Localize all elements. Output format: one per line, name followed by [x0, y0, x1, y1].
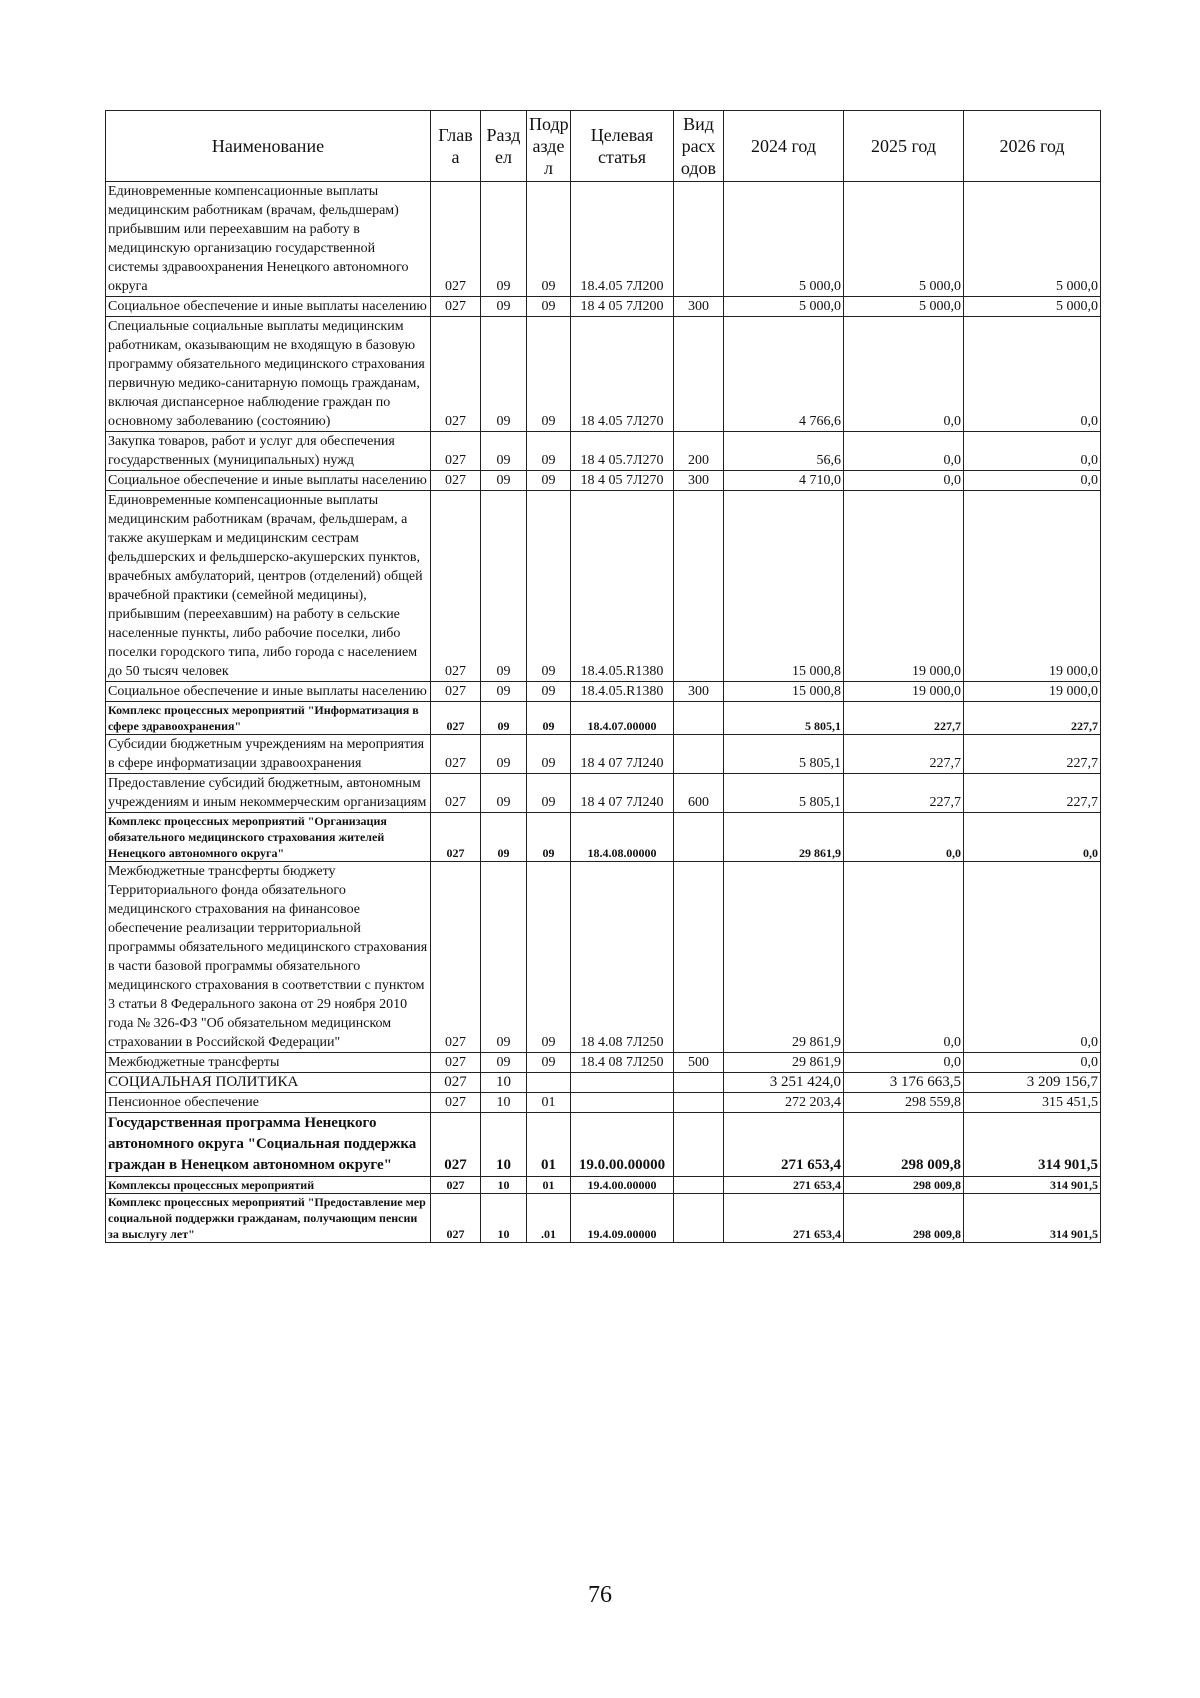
row-amount-2024: 5 805,1: [724, 774, 844, 813]
row-razdel: 09: [481, 813, 527, 862]
row-amount-2026: 5 000,0: [964, 297, 1101, 317]
row-name: Комплекс процессных мероприятий "Организация обязательного медицинского страхования жителей Ненецкого автономного округа": [106, 813, 431, 862]
row-amount-2024: 4 710,0: [724, 471, 844, 491]
table-row: [106, 702, 1101, 735]
row-amount-2025: 19 000,0: [844, 491, 964, 682]
header-2026: 2026 год: [964, 111, 1101, 182]
row-name: Субсидии бюджетным учреждениям на мероприятия в сфере информатизации здравоохранения: [106, 735, 431, 774]
row-target-article: 18.4 08 7Л250: [571, 1053, 674, 1073]
row-glava: 027: [431, 862, 481, 1053]
row-amount-2024: 29 861,9: [724, 862, 844, 1053]
row-amount-2025: 0,0: [844, 1053, 964, 1073]
row-amount-2024: 5 000,0: [724, 297, 844, 317]
row-podrazdel: 09: [527, 702, 571, 735]
row-amount-2025: 0,0: [844, 813, 964, 862]
row-expense-type: [674, 1113, 724, 1177]
row-glava: 027: [431, 491, 481, 682]
row-podrazdel: 09: [527, 813, 571, 862]
row-glava: 027: [431, 317, 481, 432]
row-razdel: 09: [481, 702, 527, 735]
table-row: [106, 1053, 1101, 1073]
row-podrazdel: 09: [527, 1053, 571, 1073]
row-amount-2026: 315 451,5: [964, 1093, 1101, 1113]
header-target-article: Целевая статья: [571, 111, 674, 182]
header-glava: Глав а: [431, 111, 481, 182]
row-podrazdel: 09: [527, 735, 571, 774]
row-podrazdel: 01: [527, 1113, 571, 1177]
header-row: [106, 111, 1101, 182]
row-amount-2026: 314 901,5: [964, 1177, 1101, 1194]
row-podrazdel: 09: [527, 432, 571, 471]
row-podrazdel: 09: [527, 491, 571, 682]
row-razdel: 10: [481, 1073, 527, 1093]
row-amount-2025: 0,0: [844, 317, 964, 432]
row-amount-2025: 3 176 663,5: [844, 1073, 964, 1093]
table-row: [106, 297, 1101, 317]
row-amount-2026: 19 000,0: [964, 682, 1101, 702]
row-target-article: 18.4.05.R1380: [571, 491, 674, 682]
row-podrazdel: 09: [527, 317, 571, 432]
row-expense-type: [674, 182, 724, 297]
table-row: [106, 735, 1101, 774]
row-name: Единовременные компенсационные выплаты медицинским работникам (врачам, фельдшерам) прибывшим или переехавшим на работу в медицинскую организацию государственной системы здравоохранения Ненецкого автономного округа: [106, 182, 431, 297]
row-glava: 027: [431, 682, 481, 702]
row-podrazdel: 09: [527, 297, 571, 317]
table-body: [106, 182, 1101, 1243]
row-expense-type: 600: [674, 774, 724, 813]
row-target-article: [571, 1073, 674, 1093]
row-amount-2024: 271 653,4: [724, 1113, 844, 1177]
row-name: Пенсионное обеспечение: [106, 1093, 431, 1113]
row-podrazdel: 09: [527, 862, 571, 1053]
row-expense-type: [674, 813, 724, 862]
row-target-article: [571, 1093, 674, 1113]
row-amount-2026: 314 901,5: [964, 1113, 1101, 1177]
row-amount-2025: 298 559,8: [844, 1093, 964, 1113]
row-amount-2026: 227,7: [964, 735, 1101, 774]
row-name: Межбюджетные трансферты бюджету Территориального фонда обязательного медицинского страхования на финансовое обеспечение реализации территориальной программы обязательного медицинского страхования в части базовой программы обязательного медицинского страхования в соответствии с пунктом 3 статьи 8 Федерального закона от 29 ноября 2010 года № 326-ФЗ "Об обязательном медицинском страховании в Российской Федерации": [106, 862, 431, 1053]
row-amount-2026: 0,0: [964, 813, 1101, 862]
row-amount-2024: 15 000,8: [724, 491, 844, 682]
row-amount-2025: 0,0: [844, 862, 964, 1053]
row-glava: 027: [431, 735, 481, 774]
header-name: Наименование: [106, 111, 431, 182]
row-expense-type: [674, 317, 724, 432]
table-row: [106, 1177, 1101, 1194]
row-amount-2024: 29 861,9: [724, 1053, 844, 1073]
row-amount-2024: 5 805,1: [724, 702, 844, 735]
row-amount-2026: 3 209 156,7: [964, 1073, 1101, 1093]
row-expense-type: [674, 1093, 724, 1113]
row-glava: 027: [431, 1113, 481, 1177]
row-expense-type: 300: [674, 471, 724, 491]
row-razdel: 09: [481, 682, 527, 702]
row-target-article: 18.4.05.R1380: [571, 682, 674, 702]
row-amount-2025: 298 009,8: [844, 1113, 964, 1177]
row-razdel: 09: [481, 491, 527, 682]
row-amount-2026: 0,0: [964, 471, 1101, 491]
row-podrazdel: .01: [527, 1194, 571, 1243]
row-name: Закупка товаров, работ и услуг для обеспечения государственных (муниципальных) нужд: [106, 432, 431, 471]
row-amount-2026: 19 000,0: [964, 491, 1101, 682]
table-row: [106, 182, 1101, 297]
row-expense-type: [674, 735, 724, 774]
row-expense-type: [674, 702, 724, 735]
row-target-article: 18 4 05 7Л270: [571, 471, 674, 491]
table-row: [106, 774, 1101, 813]
row-target-article: 18 4 07 7Л240: [571, 774, 674, 813]
row-expense-type: [674, 1073, 724, 1093]
table-row: [106, 1194, 1101, 1243]
row-glava: 027: [431, 182, 481, 297]
row-amount-2024: 271 653,4: [724, 1194, 844, 1243]
row-name: Комплекс процессных мероприятий "Предоставление мер социальной поддержки гражданам, получающим пенсии за выслугу лет": [106, 1194, 431, 1243]
row-name: Социальное обеспечение и иные выплаты населению: [106, 297, 431, 317]
row-razdel: 09: [481, 317, 527, 432]
row-razdel: 09: [481, 862, 527, 1053]
header-razdel: Разд ел: [481, 111, 527, 182]
row-razdel: 10: [481, 1194, 527, 1243]
row-podrazdel: 01: [527, 1093, 571, 1113]
row-amount-2025: 5 000,0: [844, 182, 964, 297]
row-amount-2024: 3 251 424,0: [724, 1073, 844, 1093]
row-amount-2025: 227,7: [844, 735, 964, 774]
table-row: [106, 813, 1101, 862]
row-target-article: 19.4.00.00000: [571, 1177, 674, 1194]
row-amount-2024: 29 861,9: [724, 813, 844, 862]
row-glava: 027: [431, 1093, 481, 1113]
row-expense-type: [674, 1194, 724, 1243]
row-name: Специальные социальные выплаты медицинским работникам, оказывающим не входящую в базовую программу обязательного медицинского страхования первичную медико-санитарную помощь гражданам, включая диспансерное наблюдение граждан по основному заболеванию (состоянию): [106, 317, 431, 432]
row-podrazdel: 01: [527, 1177, 571, 1194]
row-amount-2024: 4 766,6: [724, 317, 844, 432]
row-razdel: 10: [481, 1177, 527, 1194]
row-expense-type: 300: [674, 297, 724, 317]
row-expense-type: [674, 862, 724, 1053]
row-razdel: 09: [481, 182, 527, 297]
table-row: [106, 317, 1101, 432]
row-amount-2024: 271 653,4: [724, 1177, 844, 1194]
row-expense-type: [674, 491, 724, 682]
row-glava: 027: [431, 774, 481, 813]
row-glava: 027: [431, 297, 481, 317]
row-target-article: 18.4.05 7Л200: [571, 182, 674, 297]
row-glava: 027: [431, 702, 481, 735]
row-glava: 027: [431, 432, 481, 471]
row-razdel: 09: [481, 297, 527, 317]
row-podrazdel: 09: [527, 471, 571, 491]
header-expense-type: Вид расх одов: [674, 111, 724, 182]
row-target-article: 19.0.00.00000: [571, 1113, 674, 1177]
row-amount-2025: 19 000,0: [844, 682, 964, 702]
row-name: Единовременные компенсационные выплаты медицинским работникам (врачам, фельдшерам, а также акушеркам и медицинским сестрам фельдшерских и фельдшерско-акушерских пунктов, врачебных амбулаторий, центров (отделений) общей врачебной практики (семейной медицины), прибывшим (переехавшим) на работу в сельские населенные пункты, либо рабочие поселки, либо поселки городского типа, либо города с населением до 50 тысяч человек: [106, 491, 431, 682]
row-amount-2025: 298 009,8: [844, 1194, 964, 1243]
budget-table: [105, 110, 1101, 1243]
row-target-article: 18 4 05.7Л270: [571, 432, 674, 471]
row-amount-2026: 0,0: [964, 432, 1101, 471]
table-row: [106, 471, 1101, 491]
row-name: Предоставление субсидий бюджетным, автономным учреждениям и иным некоммерческим организациям: [106, 774, 431, 813]
header-2024: 2024 год: [724, 111, 844, 182]
row-name: Комплексы процессных мероприятий: [106, 1177, 431, 1194]
row-name: СОЦИАЛЬНАЯ ПОЛИТИКА: [106, 1073, 431, 1093]
row-amount-2026: 227,7: [964, 702, 1101, 735]
row-amount-2026: 314 901,5: [964, 1194, 1101, 1243]
row-podrazdel: 09: [527, 182, 571, 297]
header-podrazdel: Подр азде л: [527, 111, 571, 182]
row-razdel: 09: [481, 735, 527, 774]
row-target-article: 18.4.08.00000: [571, 813, 674, 862]
row-amount-2026: 0,0: [964, 317, 1101, 432]
row-amount-2024: 56,6: [724, 432, 844, 471]
row-amount-2025: 0,0: [844, 432, 964, 471]
row-amount-2024: 5 805,1: [724, 735, 844, 774]
row-amount-2026: 5 000,0: [964, 182, 1101, 297]
row-razdel: 09: [481, 432, 527, 471]
row-amount-2026: 0,0: [964, 862, 1101, 1053]
row-glava: 027: [431, 1073, 481, 1093]
table-row: [106, 682, 1101, 702]
row-name: Государственная программа Ненецкого автономного округа "Социальная поддержка граждан в Ненецком автономном округе": [106, 1113, 431, 1177]
row-razdel: 10: [481, 1113, 527, 1177]
page-number: 76: [588, 1582, 612, 1608]
row-amount-2025: 227,7: [844, 774, 964, 813]
row-razdel: 09: [481, 471, 527, 491]
row-target-article: 18.4.07.00000: [571, 702, 674, 735]
header-2025: 2025 год: [844, 111, 964, 182]
row-razdel: 09: [481, 1053, 527, 1073]
row-podrazdel: [527, 1073, 571, 1093]
table-row: [106, 1113, 1101, 1177]
row-target-article: 18 4 07 7Л240: [571, 735, 674, 774]
row-glava: 027: [431, 1194, 481, 1243]
row-target-article: 18 4.08 7Л250: [571, 862, 674, 1053]
row-glava: 027: [431, 1177, 481, 1194]
row-expense-type: 300: [674, 682, 724, 702]
row-razdel: 10: [481, 1093, 527, 1113]
row-glava: 027: [431, 813, 481, 862]
row-expense-type: 500: [674, 1053, 724, 1073]
row-amount-2024: 15 000,8: [724, 682, 844, 702]
row-amount-2025: 0,0: [844, 471, 964, 491]
row-target-article: 18 4 05 7Л200: [571, 297, 674, 317]
row-amount-2025: 298 009,8: [844, 1177, 964, 1194]
row-target-article: 19.4.09.00000: [571, 1194, 674, 1243]
row-amount-2025: 227,7: [844, 702, 964, 735]
row-expense-type: 200: [674, 432, 724, 471]
row-amount-2025: 5 000,0: [844, 297, 964, 317]
row-name: Социальное обеспечение и иные выплаты населению: [106, 682, 431, 702]
row-amount-2024: 272 203,4: [724, 1093, 844, 1113]
row-podrazdel: 09: [527, 682, 571, 702]
row-amount-2024: 5 000,0: [724, 182, 844, 297]
table-row: [106, 862, 1101, 1053]
row-target-article: 18 4.05 7Л270: [571, 317, 674, 432]
row-razdel: 09: [481, 774, 527, 813]
row-glava: 027: [431, 1053, 481, 1073]
row-amount-2026: 0,0: [964, 1053, 1101, 1073]
row-name: Межбюджетные трансферты: [106, 1053, 431, 1073]
row-name: Комплекс процессных мероприятий "Информатизация в сфере здравоохранения": [106, 702, 431, 735]
table-row: [106, 1093, 1101, 1113]
table-row: [106, 432, 1101, 471]
table-row: [106, 491, 1101, 682]
row-name: Социальное обеспечение и иные выплаты населению: [106, 471, 431, 491]
row-expense-type: [674, 1177, 724, 1194]
table-row: [106, 1073, 1101, 1093]
row-amount-2026: 227,7: [964, 774, 1101, 813]
row-glava: 027: [431, 471, 481, 491]
row-podrazdel: 09: [527, 774, 571, 813]
